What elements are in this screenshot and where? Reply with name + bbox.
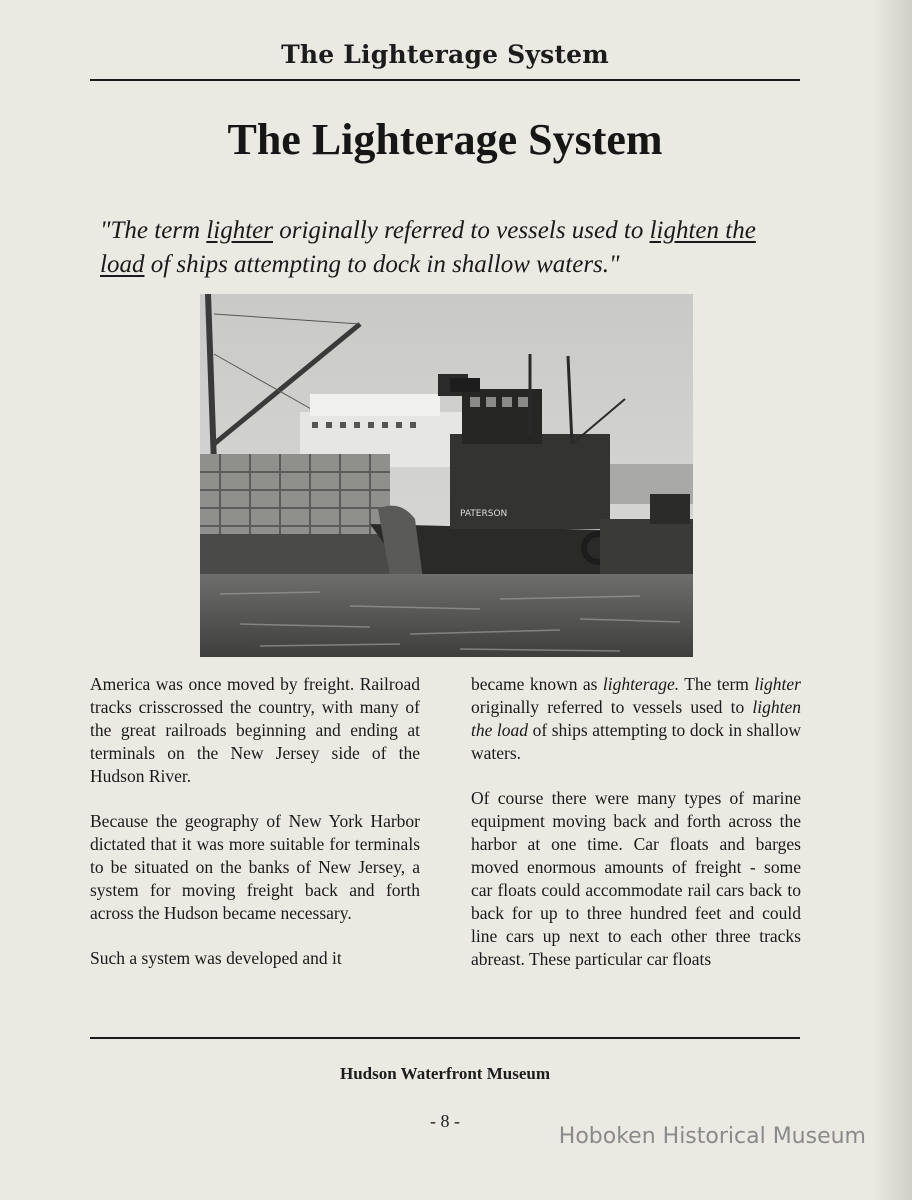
- archive-watermark: Hoboken Historical Museum: [558, 1124, 866, 1149]
- tugboat-photo: [200, 294, 693, 657]
- page-edge-shadow: [872, 0, 912, 1200]
- quote-term-lighter: lighter: [206, 217, 273, 244]
- article-title: The Lighterage System: [227, 115, 663, 164]
- running-header: The Lighterage System: [281, 40, 609, 69]
- paragraph: America was once moved by freight. Railroad tracks crisscrossed the country, with many of the great railroads beginning and ending at terminals on the New Jersey side of the Hudson River.: [90, 674, 420, 786]
- paragraph: Of course there were many types of marine equipment moving back and forth across the harbor at one time. Car floats and barges moved enormous amounts of freight - some car floats could accommodate rail cars back to back for up to three hundred feet and could line cars up next to each other three tracks abreast. These particular car floats: [471, 788, 801, 969]
- publisher-name: Hudson Waterfront Museum: [339, 1064, 550, 1083]
- left-column: [90, 673, 420, 992]
- pull-quote: "The term lighter originally referred to vessels used to lighten the load of ships attempting to dock in shallow waters.": [100, 217, 756, 278]
- paragraph: Because the geography of New York Harbor dictated that it was more suitable for terminals to be situated on the banks of New Jersey, a system for moving freight back and forth across the Hudson became necessary.: [90, 811, 420, 923]
- paragraph: became known as lighterage. The term lighter originally referred to vessels used to lighten the load of ships attempting to dock in shallow waters.: [471, 674, 801, 763]
- page-number: - 8 -: [430, 1111, 460, 1131]
- tug-name-label: PATERSON: [460, 509, 508, 519]
- paragraph: Such a system was developed and it: [90, 948, 342, 968]
- header-rule: [90, 79, 800, 81]
- footer-rule: [90, 1037, 800, 1039]
- right-column: [471, 673, 801, 993]
- quote-term-lighten-the-load: lighten the load: [100, 217, 756, 278]
